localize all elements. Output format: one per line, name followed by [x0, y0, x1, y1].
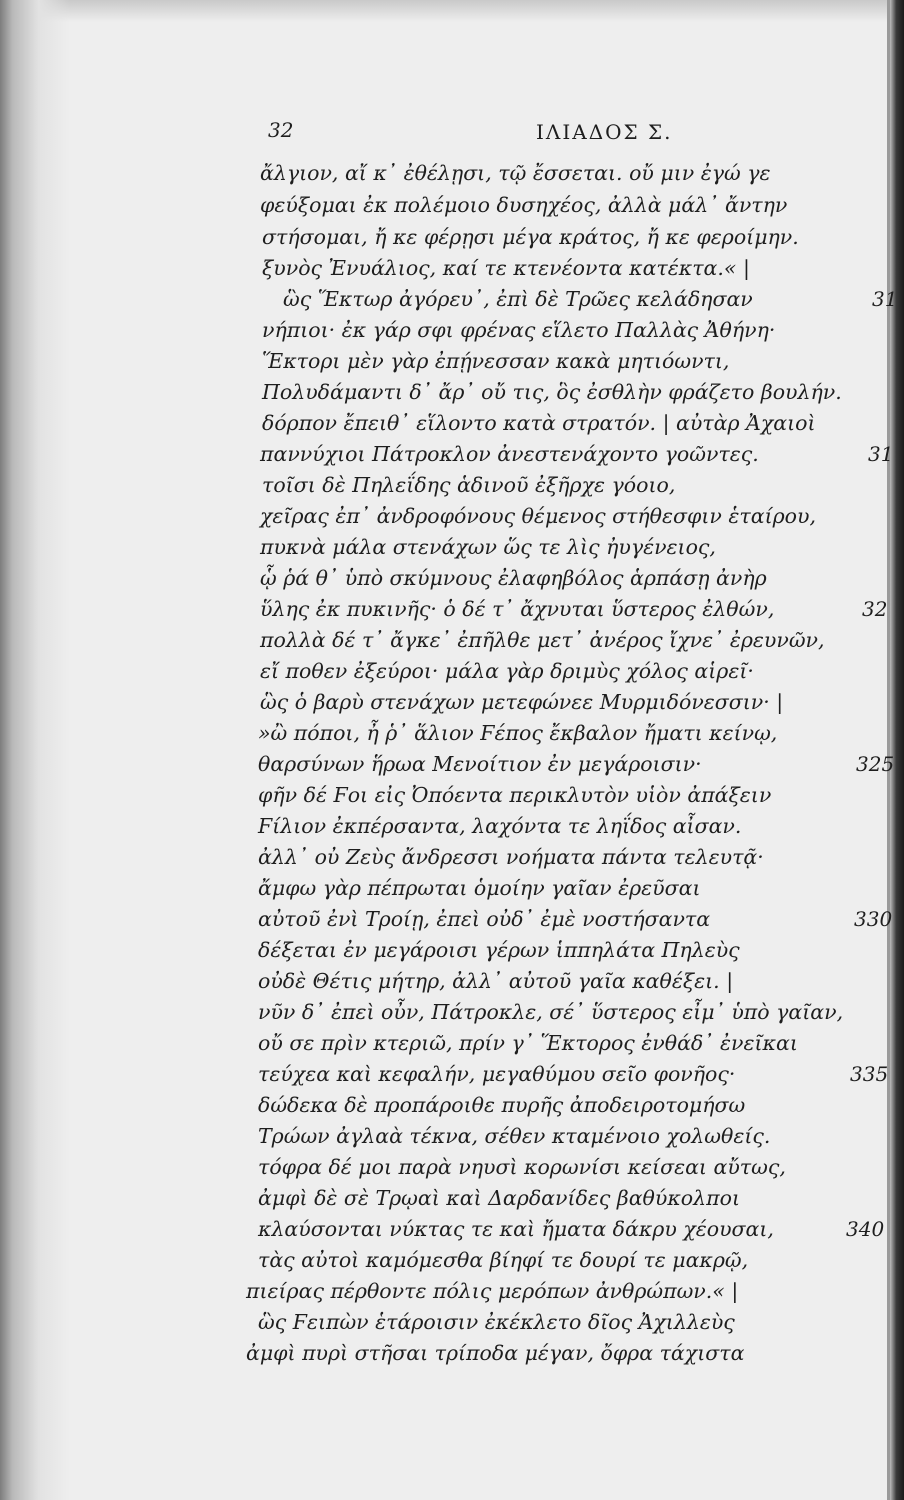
verse-line: ὣς Ϝειπὼν ἑτάροισιν ἐκέκλετο δῖος Ἀχιλλεὺς — [258, 1310, 735, 1334]
verse-line: δώδεκα δὲ προπάροιθε πυρῆς ἀποδειροτομήσω — [258, 1093, 746, 1117]
verse-line: νῦν δ᾿ ἐπεὶ οὖν, Πάτροκλε, σέ᾿ ὕστερος εἶμ᾿ ὑπὸ γαῖαν, — [258, 1000, 844, 1024]
verse-line: τοῖσι δὲ Πηλεΐδης ἁδινοῦ ἐξῆρχε γόοιο, — [262, 473, 676, 497]
verse-line: πολλὰ δέ τ᾿ ἄγκε᾿ ἐπῆλθε μετ᾿ ἀνέρος ἴχνε᾿ ἐρευνῶν, — [260, 628, 825, 652]
verse-line: ᾧ ῥά θ᾿ ὑπὸ σκύμνους ἐλαφηβόλος ἁρπάσῃ ἀνὴρ — [260, 566, 767, 590]
verse-line: τεύχεα καὶ κεφαλήν, μεγαθύμου σεῖο φονῆος· — [258, 1062, 736, 1086]
verse-line: ξυνὸς Ἐνυάλιος, καί τε κτενέοντα κατέκτα.« | — [262, 256, 750, 280]
verse-line: ὣς ὁ βαρὺ στενάχων μετεφώνεε Μυρμιδόνεσσιν· | — [260, 690, 784, 714]
line-number: 325 — [856, 752, 895, 776]
line-number: 335 — [850, 1062, 889, 1086]
page-right-edge — [890, 0, 904, 1500]
verse-line: φεύξομαι ἐκ πολέμοιο δυσηχέος, ἀλλὰ μάλ᾿ ἄντην — [260, 193, 788, 217]
page-top-edge — [0, 0, 904, 22]
line-number: 32 — [862, 597, 888, 621]
verse-line: δόρπον ἔπειθ᾿ εἵλοντο κατὰ στρατόν. | αὐτὰρ Ἀχαιοὶ — [262, 411, 816, 435]
verse-line: οὔ σε πρὶν κτεριῶ, πρίν γ᾿ Ἕκτορος ἐνθάδ᾿ ἐνεῖκαι — [258, 1031, 798, 1055]
verse-line: »ὢ πόποι, ἦ ῥ᾿ ἅλιον Ϝέπος ἔκβαλον ἤματι κείνῳ, — [258, 721, 778, 745]
verse-line: ὕλης ἐκ πυκινῆς· ὁ δέ τ᾿ ἄχνυται ὕστερος ἐλθών, — [260, 597, 775, 621]
line-number: 340 — [846, 1217, 885, 1241]
verse-line: αὐτοῦ ἐνὶ Τροίῃ, ἐπεὶ οὐδ᾿ ἐμὲ νοστήσαντα — [258, 907, 711, 931]
page-number: 32 — [268, 118, 294, 142]
verse-line: κλαύσονται νύκτας τε καὶ ἤματα δάκρυ χέουσαι, — [258, 1217, 774, 1241]
verse-line: χεῖρας ἐπ᾿ ἀνδροφόνους θέμενος στήθεσφιν ἑταίρου, — [260, 504, 816, 528]
verse-line: τὰς αὐτοὶ καμόμεσθα βίηφί τε δουρί τε μακρῷ, — [258, 1248, 749, 1272]
verse-line: Πολυδάμαντι δ᾿ ἄρ᾿ οὔ τις, ὃς ἐσθλὴν φράζετο βουλήν. — [262, 380, 842, 404]
verse-line: Ϝίλιον ἐκπέρσαντα, λαχόντα τε ληΐδος αἶσαν. — [258, 814, 742, 838]
verse-line: πυκνὰ μάλα στενάχων ὥς τε λὶς ἠυγένειος, — [260, 535, 716, 559]
verse-line: ἀμφὶ πυρὶ στῆσαι τρίποδα μέγαν, ὄφρα τάχιστα — [246, 1341, 745, 1365]
line-number: 31 — [872, 287, 898, 311]
line-number: 31 — [868, 442, 894, 466]
verse-line: ὣς Ἕκτωρ ἀγόρευ᾿, ἐπὶ δὲ Τρῶες κελάδησαν — [283, 287, 753, 311]
verse-line: παννύχιοι Πάτροκλον ἀνεστενάχοντο γοῶντες. — [260, 442, 759, 466]
binding-shadow — [0, 0, 70, 1500]
verse-line: στήσομαι, ἤ κε φέρῃσι μέγα κράτος, ἤ κε φεροίμην. — [262, 225, 799, 249]
verse-line: ἀλλ᾿ οὐ Ζεὺς ἄνδρεσσι νοήματα πάντα τελευτᾷ· — [258, 845, 764, 869]
verse-line: Τρώων ἀγλαὰ τέκνα, σέθεν κταμένοιο χολωθείς. — [258, 1124, 771, 1148]
verse-line: πιείρας πέρθοντε πόλις μερόπων ἀνθρώπων.« | — [246, 1279, 739, 1303]
verse-line: εἴ ποθεν ἐξεύροι· μάλα γὰρ δριμὺς χόλος αἱρεῖ· — [260, 659, 754, 683]
verse-line: φῆν δέ Ϝοι εἰς Ὀπόεντα περικλυτὸν υἱὸν ἀπάξειν — [258, 783, 772, 807]
running-head: ΙΛΙΑΔΟΣ Σ. — [536, 120, 673, 144]
verse-line: θαρσύνων ἥρωα Μενοίτιον ἐν μεγάροισιν· — [258, 752, 702, 776]
verse-line: ἄμφω γὰρ πέπρωται ὁμοίην γαῖαν ἐρεῦσαι — [258, 876, 701, 900]
verse-line: Ἕκτορι μὲν γὰρ ἐπῄνεσσαν κακὰ μητιόωντι, — [262, 349, 730, 373]
verse-line: ἄλγιον, αἴ κ᾿ ἐθέλῃσι, τῷ ἔσσεται. οὔ μιν ἐγώ γε — [260, 161, 771, 185]
line-number: 330 — [854, 907, 893, 931]
verse-line: τόφρα δέ μοι παρὰ νηυσὶ κορωνίσι κείσεαι αὔτως, — [258, 1155, 786, 1179]
verse-line: οὐδὲ Θέτις μήτηρ, ἀλλ᾿ αὐτοῦ γαῖα καθέξει. | — [258, 969, 734, 993]
verse-line: νήπιοι· ἐκ γάρ σφι φρένας εἵλετο Παλλὰς Ἀθήνη· — [262, 318, 776, 342]
verse-line: δέξεται ἐν μεγάροισι γέρων ἱππηλάτα Πηλεὺς — [258, 938, 740, 962]
verse-line: ἀμφὶ δὲ σὲ Τρῳαὶ καὶ Δαρδανίδες βαθύκολποι — [258, 1186, 740, 1210]
